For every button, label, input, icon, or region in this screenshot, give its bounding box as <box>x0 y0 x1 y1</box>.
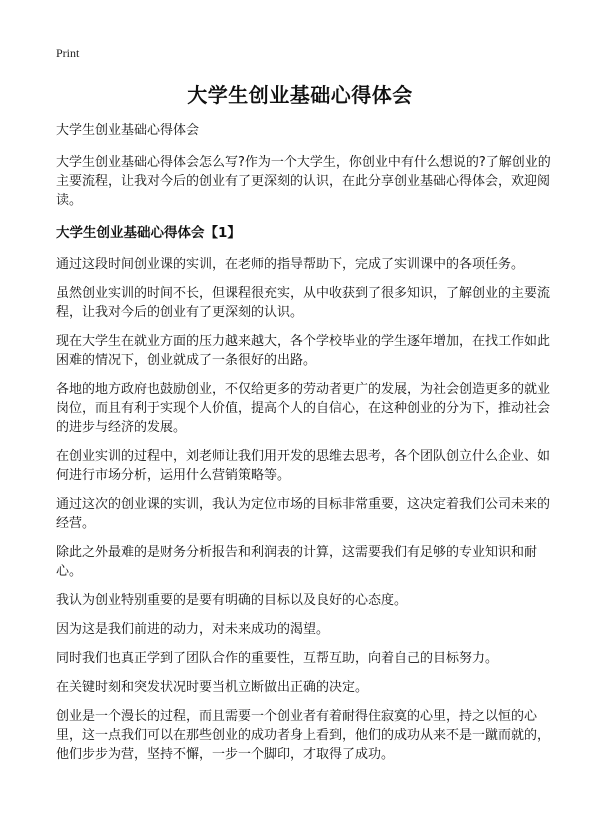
paragraph: 通过这段时间创业课的实训，在老师的指导帮助下，完成了实训课中的各项任务。 <box>56 257 525 272</box>
paragraph: 创业是一个漫长的过程，而且需要一个创业者有着耐得住寂寞的心里，持之以恒的心里，这一点我们可以在那些创业的成功者身上看到，他们的成功从来不是一蹴而就的，他们步步为营，坚持不懈，一步一个脚印，才取得了成功。 <box>56 709 551 762</box>
paragraph: 虽然创业实训的时间不长，但课程很充实，从中收获到了很多知识，了解创业的主要流程，让我对今后的创业有了更深刻的认识。 <box>56 286 551 320</box>
page-title: 大学生创业基础心得体会 <box>187 83 413 107</box>
article-body <box>56 121 552 774</box>
paragraph: 除此之外最难的是财务分析报告和利润表的计算，这需要我们有足够的专业知识和耐心。 <box>56 545 538 579</box>
paragraph: 各地的地方政府也鼓励创业，不仅给更多的劳动者更广的发展，为社会创造更多的就业岗位，而且有利于实现个人价值，提高个人的自信心，在这种创业的分为下，推动社会的进步与经济的发展。 <box>56 382 551 435</box>
paragraph: 现在大学生在就业方面的压力越来越大，各个学校毕业的学生逐年增加，在找工作如此困难的情况下，创业就成了一条很好的出路。 <box>56 334 551 368</box>
paragraph: 同时我们也真正学到了团队合作的重要性，互帮互助，向着自己的目标努力。 <box>56 651 499 666</box>
paragraph: 在关键时刻和突发状况时要当机立断做出正确的决定。 <box>56 680 369 695</box>
article-intro: 大学生创业基础心得体会怎么写?作为一个大学生，你创业中有什么想说的?了解创业的主要流程，让我对今后的创业有了更深刻的认识，在此分享创业基础心得体会，欢迎阅读。 <box>56 155 551 208</box>
paragraph: 我认为创业特别重要的是要有明确的目标以及良好的心态度。 <box>56 593 408 608</box>
article-subtitle: 大学生创业基础心得体会 <box>56 123 200 138</box>
section-heading: 大学生创业基础心得体会【1】 <box>56 225 241 241</box>
paragraph: 在创业实训的过程中，刘老师让我们用开发的思维去思考，各个团队创立什么企业、如何进行市场分析，运用什么营销策略等。 <box>56 449 551 483</box>
paragraph: 因为这是我们前进的动力，对未来成功的渴望。 <box>56 622 330 637</box>
print-link[interactable]: Print <box>56 46 80 60</box>
paragraph: 通过这次的创业课的实训，我认为定位市场的目标非常重要，这决定着我们公司未来的经营。 <box>56 497 551 531</box>
